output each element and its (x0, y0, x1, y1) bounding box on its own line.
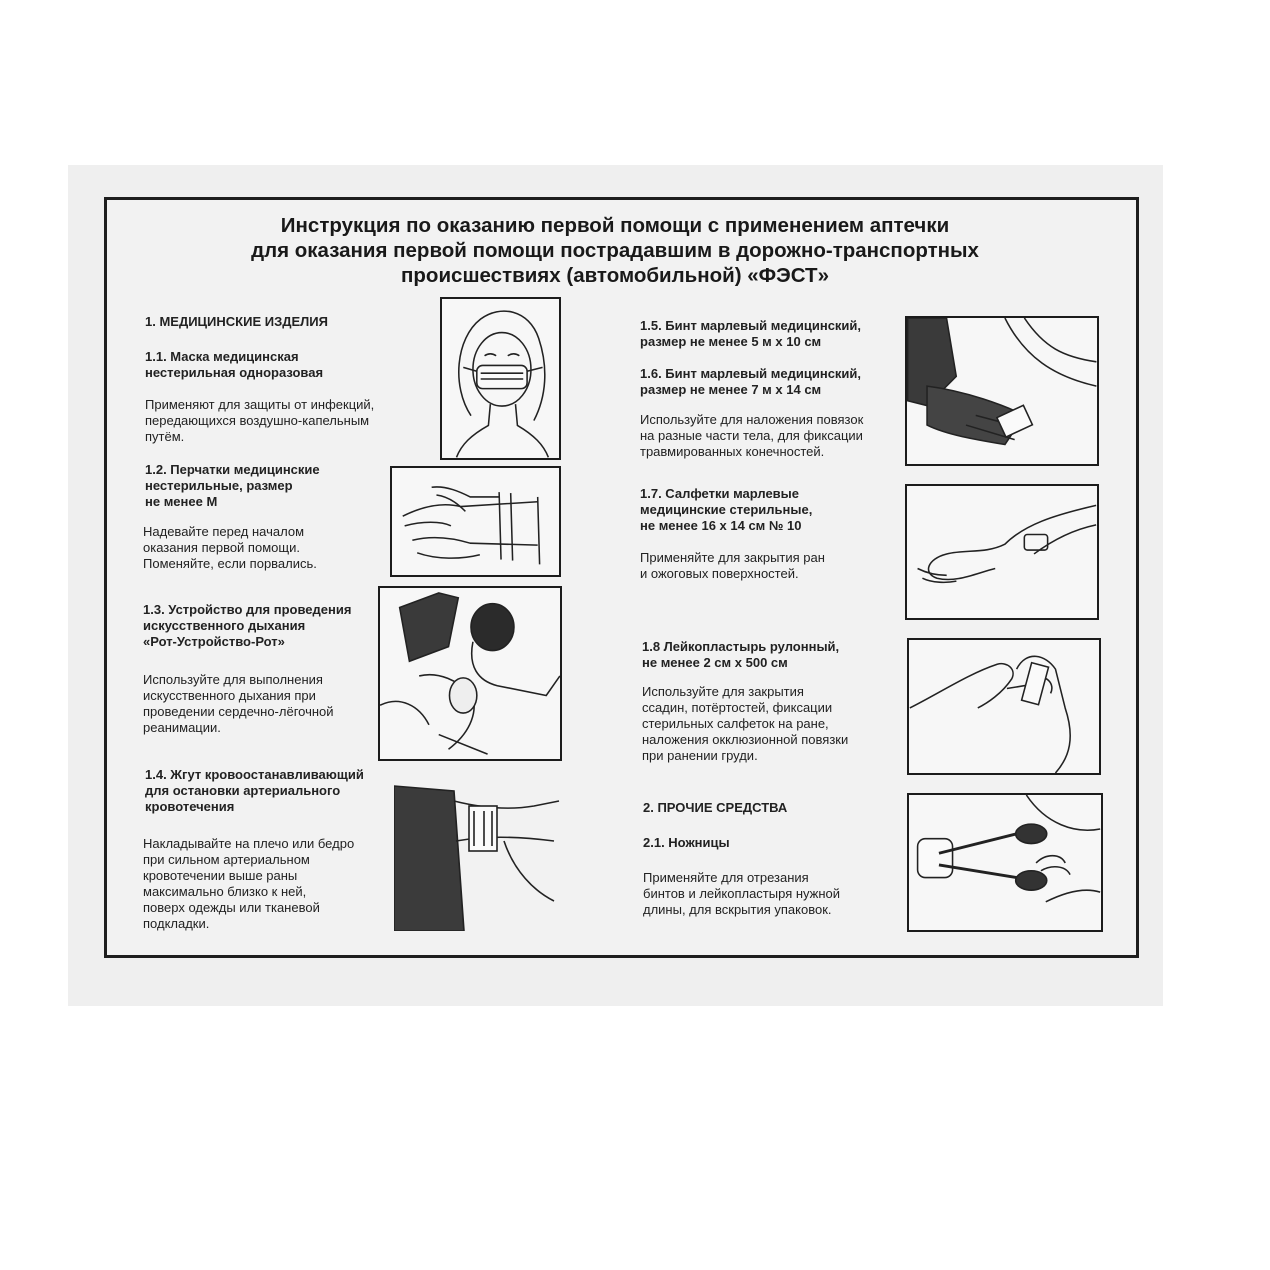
title-line-1: Инструкция по оказанию первой помощи с применением аптечки (280, 214, 950, 237)
item-1-8-text: Используйте для закрытия ссадин, потёртостей, фиксации стерильных салфеток на ране, наложения окклюзионной повязки при ранении груди. (642, 684, 849, 763)
tourniquet-illustration (394, 781, 561, 931)
item-1-3-text: Используйте для выполнения искусственного дыхания при проведении сердечно-лёгочной реанимации. (143, 672, 334, 735)
item-2-1-heading: 2.1. Ножницы (643, 835, 730, 850)
item-1-5-heading: 1.5. Бинт марлевый медицинский, размер не менее 5 м х 10 см (640, 318, 862, 349)
item-1-6-heading: 1.6. Бинт марлевый медицинский, размер не менее 7 м х 14 см (640, 366, 862, 397)
item-1-7-text: Применяйте для закрытия ран и ожоговых поверхностей. (640, 550, 825, 581)
item-1-4-text: Накладывайте на плечо или бедро при сильном артериальном кровотечении выше раны максимально близко к ней, поверх одежды или тканевой подкладки. (143, 836, 355, 931)
item-1-4-heading: 1.4. Жгут кровоостанавливающий для остановки артериального кровотечения (145, 767, 364, 814)
adhesive-plaster-illustration (907, 638, 1101, 775)
title-line-2: для оказания первой помощи пострадавшим в дорожно-транспортных (251, 239, 979, 262)
bandage-illustration (905, 316, 1099, 466)
title-line-3: происшествиях (автомобильной) «ФЭСТ» (401, 264, 829, 287)
gloves-illustration (390, 466, 561, 577)
mask-illustration (440, 297, 561, 460)
item-1-1-text: Применяют для защиты от инфекций, передающихся воздушно-капельным путём. (145, 397, 375, 444)
page-title (200, 213, 1030, 288)
item-1-6-text: Используйте для наложения повязок на разные части тела, для фиксации травмированных конечностей. (640, 412, 864, 459)
item-1-8-heading: 1.8 Лейкопластырь рулонный, не менее 2 см х 500 см (642, 639, 840, 670)
gauze-napkins-illustration (905, 484, 1099, 620)
section-1-heading: 1. МЕДИЦИНСКИЕ ИЗДЕЛИЯ (145, 314, 328, 329)
item-1-7-heading: 1.7. Салфетки марлевые медицинские стерильные, не менее 16 х 14 см № 10 (640, 486, 813, 533)
scissors-illustration (907, 793, 1103, 932)
item-1-2-text: Надевайте перед началом оказания первой помощи. Поменяйте, если порвались. (143, 524, 317, 571)
item-1-2-heading: 1.2. Перчатки медицинские нестерильные, размер не менее М (145, 462, 320, 509)
item-1-3-heading: 1.3. Устройство для проведения искусственного дыхания «Рот-Устройство-Рот» (143, 602, 352, 649)
item-1-1-heading: 1.1. Маска медицинская нестерильная одноразовая (145, 349, 324, 380)
section-2-heading: 2. ПРОЧИЕ СРЕДСТВА (643, 800, 788, 815)
item-2-1-text: Применяйте для отрезания бинтов и лейкопластыря нужной длины, для вскрытия упаковок. (643, 870, 841, 917)
cpr-device-illustration (378, 586, 562, 761)
